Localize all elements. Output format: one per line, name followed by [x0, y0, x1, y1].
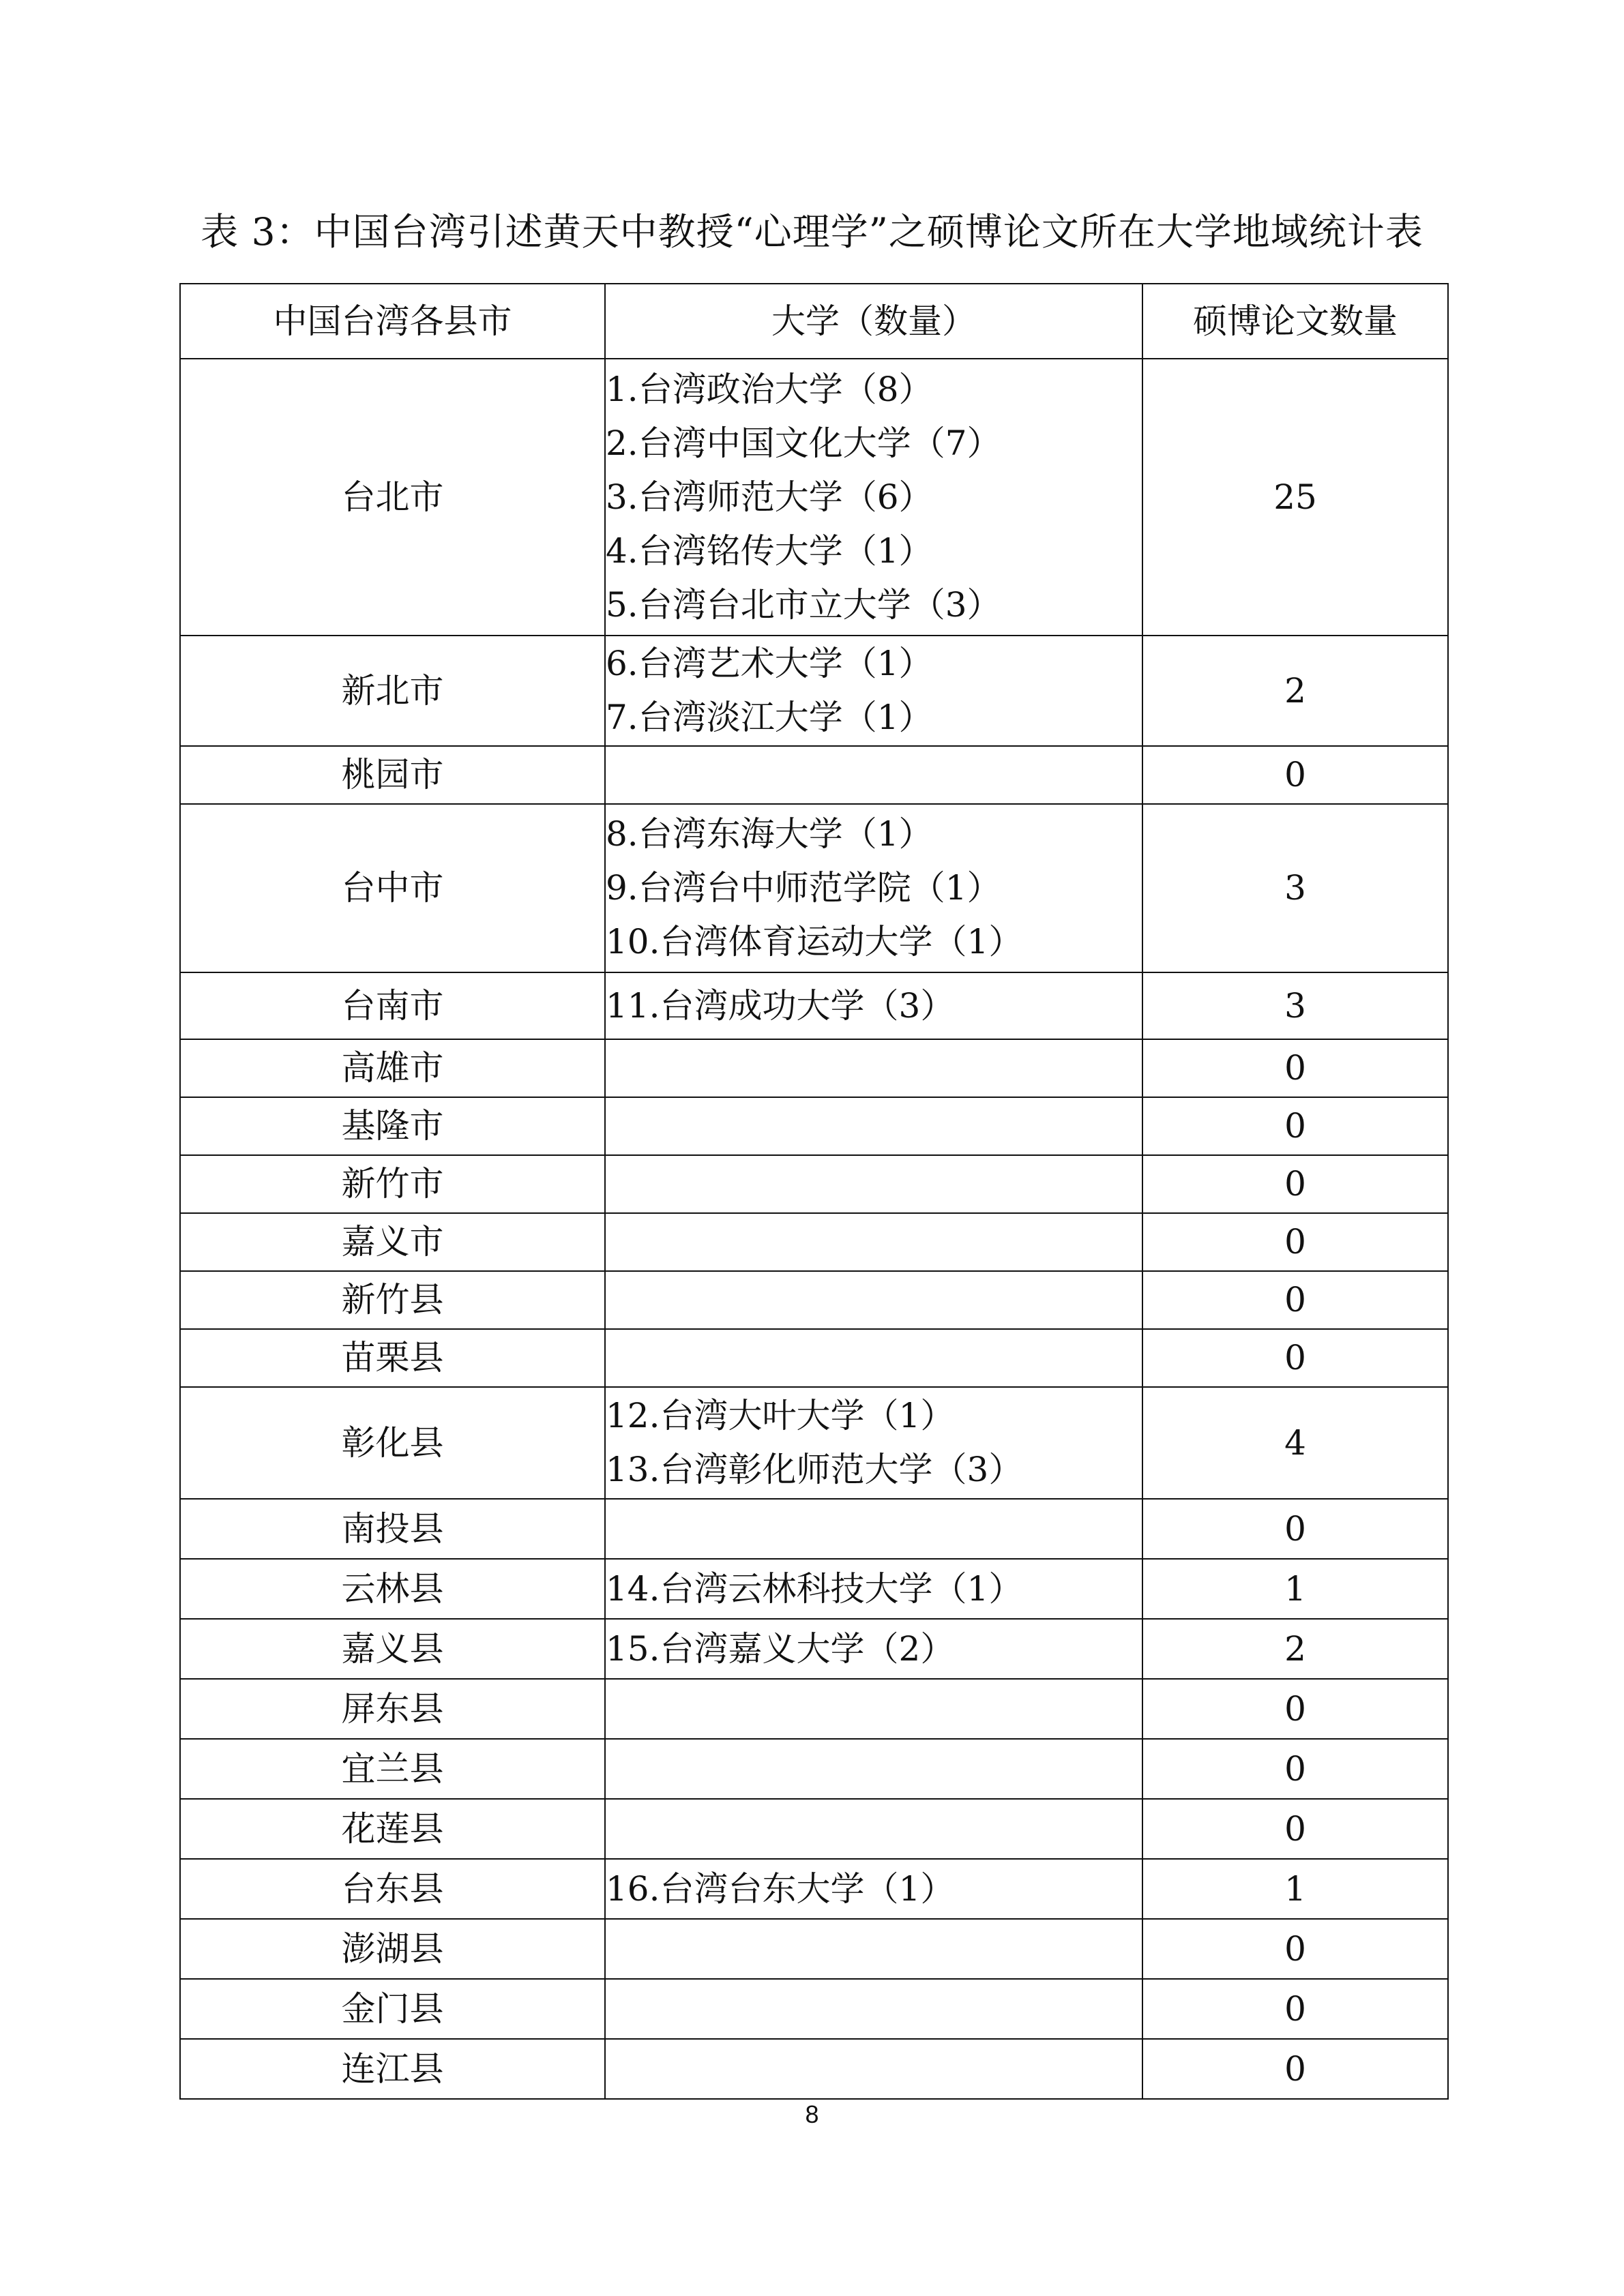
university-entry: 1.台湾政治大学（8）: [606, 369, 933, 409]
region-cell: 新竹县: [180, 1271, 605, 1329]
region-cell: 台南市: [180, 972, 605, 1039]
region-cell: 南投县: [180, 1499, 605, 1559]
region-cell: 宜兰县: [180, 1739, 605, 1799]
region-cell: 桃园市: [180, 746, 605, 804]
region-cell: 新竹市: [180, 1155, 605, 1213]
universities-cell: [605, 1679, 1142, 1739]
universities-cell: [605, 1387, 1142, 1499]
table-row: [180, 1619, 1448, 1679]
table-body: [180, 359, 1448, 2099]
table-row: [180, 1039, 1448, 1097]
universities-cell: [605, 2039, 1142, 2099]
table-row: [180, 804, 1448, 972]
university-entry: 2.台湾中国文化大学（7）: [606, 423, 1001, 463]
count-cell: 2: [1142, 1619, 1448, 1679]
count-cell: 0: [1142, 1155, 1448, 1213]
region-cell: 高雄市: [180, 1039, 605, 1097]
count-cell: 1: [1142, 1559, 1448, 1619]
count-cell: 3: [1142, 972, 1448, 1039]
universities-cell: [605, 804, 1142, 972]
count-cell: 25: [1142, 359, 1448, 636]
universities-cell: [605, 1859, 1142, 1919]
region-cell: 台东县: [180, 1859, 605, 1919]
university-entry: 4.台湾铭传大学（1）: [606, 531, 933, 571]
region-cell: 基隆市: [180, 1097, 605, 1155]
region-cell: 屏东县: [180, 1679, 605, 1739]
university-entry: 15.台湾嘉义大学（2）: [606, 1628, 955, 1669]
table-title: 表 3：中国台湾引述黄天中教授“心理学”之硕博论文所在大学地域统计表: [201, 210, 1423, 254]
region-cell: 台北市: [180, 359, 605, 636]
university-entry: 11.台湾成功大学（3）: [606, 985, 955, 1026]
table-row: [180, 1499, 1448, 1559]
count-cell: 0: [1142, 1329, 1448, 1387]
count-cell: 0: [1142, 1499, 1448, 1559]
header-count: 硕博论文数量: [1142, 284, 1448, 359]
region-cell: 苗栗县: [180, 1329, 605, 1387]
region-cell: 连江县: [180, 2039, 605, 2099]
universities-cell: [605, 1799, 1142, 1859]
table-row: [180, 1271, 1448, 1329]
university-entry: 3.台湾师范大学（6）: [606, 477, 933, 517]
universities-cell: [605, 1499, 1142, 1559]
university-entry: 13.台湾彰化师范大学（3）: [606, 1450, 1023, 1489]
universities-cell: [605, 1739, 1142, 1799]
universities-cell: [605, 1097, 1142, 1155]
universities-cell: [605, 1155, 1142, 1213]
universities-cell: [605, 1979, 1142, 2039]
region-cell: 云林县: [180, 1559, 605, 1619]
university-entry: 7.台湾淡江大学（1）: [606, 698, 933, 737]
university-entry: 10.台湾体育运动大学（1）: [606, 922, 1023, 961]
region-cell: 花莲县: [180, 1799, 605, 1859]
region-cell: 金门县: [180, 1979, 605, 2039]
count-cell: 0: [1142, 1213, 1448, 1271]
region-cell: 彰化县: [180, 1387, 605, 1499]
count-cell: 0: [1142, 1739, 1448, 1799]
table-row: [180, 1329, 1448, 1387]
table-row: [180, 1097, 1448, 1155]
count-cell: 3: [1142, 804, 1448, 972]
count-cell: 0: [1142, 746, 1448, 804]
table-row: [180, 2039, 1448, 2099]
region-cell: 嘉义市: [180, 1213, 605, 1271]
university-entry: 14.台湾云林科技大学（1）: [606, 1568, 1023, 1609]
count-cell: 0: [1142, 1919, 1448, 1979]
university-entry: 9.台湾台中师范学院（1）: [606, 868, 1001, 908]
count-cell: 0: [1142, 1039, 1448, 1097]
table-row: [180, 746, 1448, 804]
universities-cell: [605, 972, 1142, 1039]
table-row: [180, 1559, 1448, 1619]
university-entry: 16.台湾台东大学（1）: [606, 1868, 955, 1909]
table-row: [180, 359, 1448, 636]
count-cell: 0: [1142, 1979, 1448, 2039]
header-region: 中国台湾各县市: [180, 284, 605, 359]
statistics-table: [179, 283, 1449, 2100]
count-cell: 0: [1142, 1271, 1448, 1329]
university-entry: 12.台湾大叶大学（1）: [606, 1396, 955, 1435]
university-entry: 5.台湾台北市立大学（3）: [606, 584, 1001, 625]
universities-cell: [605, 1329, 1142, 1387]
header-universities: 大学（数量）: [605, 284, 1142, 359]
universities-cell: [605, 1619, 1142, 1679]
universities-cell: [605, 1919, 1142, 1979]
count-cell: 0: [1142, 2039, 1448, 2099]
region-cell: 嘉义县: [180, 1619, 605, 1679]
count-cell: 0: [1142, 1679, 1448, 1739]
universities-cell: [605, 1213, 1142, 1271]
table-row: [180, 1387, 1448, 1499]
universities-cell: [605, 359, 1142, 636]
table-row: [180, 1919, 1448, 1979]
table-row: [180, 1979, 1448, 2039]
universities-cell: [605, 1039, 1142, 1097]
table-row: [180, 1859, 1448, 1919]
universities-cell: [605, 636, 1142, 746]
count-cell: 0: [1142, 1097, 1448, 1155]
region-cell: 台中市: [180, 804, 605, 972]
table-row: [180, 636, 1448, 746]
count-cell: 1: [1142, 1859, 1448, 1919]
university-entry: 6.台湾艺术大学（1）: [606, 644, 933, 683]
count-cell: 2: [1142, 636, 1448, 746]
table-row: [180, 972, 1448, 1039]
table-row: [180, 1213, 1448, 1271]
page-number: 8: [805, 2100, 819, 2128]
table-header-row: [180, 284, 1448, 359]
table-row: [180, 1155, 1448, 1213]
count-cell: 0: [1142, 1799, 1448, 1859]
universities-cell: [605, 746, 1142, 804]
university-entry: 8.台湾东海大学（1）: [606, 814, 933, 854]
table-row: [180, 1739, 1448, 1799]
universities-cell: [605, 1559, 1142, 1619]
table-row: [180, 1679, 1448, 1739]
region-cell: 澎湖县: [180, 1919, 605, 1979]
table-row: [180, 1799, 1448, 1859]
region-cell: 新北市: [180, 636, 605, 746]
count-cell: 4: [1142, 1387, 1448, 1499]
universities-cell: [605, 1271, 1142, 1329]
